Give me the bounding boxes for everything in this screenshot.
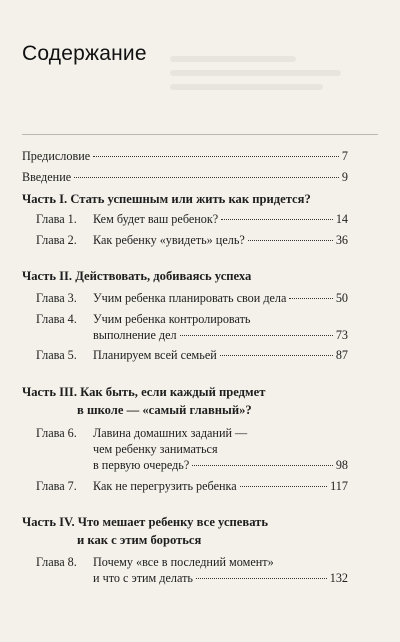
leader-dots	[221, 219, 333, 220]
entry-page: 50	[335, 291, 348, 305]
part-title-continued: и как с этим бороться	[77, 533, 202, 547]
toc-entry-chapter[interactable]	[93, 347, 348, 363]
entry-page: 36	[335, 233, 348, 247]
entry-label: Кем будет ваш ребенок?	[93, 212, 219, 226]
toc-entry-preface[interactable]	[22, 148, 348, 164]
entry-page: 73	[335, 328, 348, 342]
leader-dots	[289, 298, 332, 299]
entry-label: Предисловие	[22, 149, 91, 163]
toc-entry-chapter[interactable]	[93, 570, 348, 586]
toc-entry-chapter[interactable]	[93, 478, 348, 494]
page-title: Содержание	[22, 42, 147, 65]
chapter-number: Глава 2.	[36, 233, 77, 247]
toc-entry-chapter[interactable]	[93, 457, 348, 473]
entry-page: 117	[330, 479, 348, 493]
entry-page: 98	[335, 458, 348, 472]
entry-label: чем ребенку заниматься	[93, 442, 218, 456]
entry-label: Как не перегрузить ребенка	[93, 479, 237, 493]
entry-label[interactable]: Лавина домашних заданий —	[93, 426, 248, 440]
chapter-number: Глава 6.	[36, 426, 77, 440]
leader-dots	[192, 465, 333, 466]
entry-label: в первую очередь?	[93, 458, 190, 472]
entry-page: 87	[335, 348, 348, 362]
entry-page: 132	[329, 571, 348, 585]
leader-dots	[93, 156, 339, 157]
chapter-number: Глава 5.	[36, 348, 77, 362]
title-divider	[22, 134, 378, 135]
chapter-number: Глава 4.	[36, 312, 77, 326]
part-title-continued: в школе — «самый главный»?	[77, 403, 252, 417]
part-title[interactable]: Часть I. Стать успешным или жить как придется?	[22, 192, 311, 206]
toc-entry-chapter[interactable]	[93, 290, 348, 306]
toc-entry-chapter[interactable]	[93, 327, 348, 343]
leader-dots	[74, 177, 339, 178]
entry-label: и что с этим делать	[93, 571, 193, 585]
entry-page: 9	[341, 170, 348, 184]
entry-label: Введение	[22, 170, 72, 184]
chapter-number: Глава 1.	[36, 212, 77, 226]
entry-label: Учим ребенка планировать свои дела	[93, 291, 287, 305]
chapter-number: Глава 7.	[36, 479, 77, 493]
bleed-through-text	[170, 48, 350, 108]
chapter-number: Глава 3.	[36, 291, 77, 305]
entry-label[interactable]: Учим ребенка контролировать	[93, 312, 251, 326]
leader-dots	[196, 578, 327, 579]
entry-label: Планируем всей семьей	[93, 348, 217, 362]
toc-entry-chapter[interactable]	[93, 232, 348, 248]
part-title[interactable]: Часть IV. Что мешает ребенку все успевать	[22, 515, 269, 529]
entry-page: 7	[341, 149, 348, 163]
leader-dots	[248, 240, 333, 241]
part-title[interactable]: Часть III. Как быть, если каждый предмет	[22, 385, 266, 399]
leader-dots	[240, 486, 327, 487]
entry-label: Как ребенку «увидеть» цель?	[93, 233, 245, 247]
entry-page: 14	[335, 212, 348, 226]
toc-entry-chapter[interactable]	[93, 211, 348, 227]
part-title[interactable]: Часть II. Действовать, добиваясь успеха	[22, 269, 252, 283]
leader-dots	[180, 335, 333, 336]
entry-label[interactable]: Почему «все в последний момент»	[93, 555, 274, 569]
leader-dots	[220, 355, 333, 356]
chapter-number: Глава 8.	[36, 555, 77, 569]
entry-label: выполнение дел	[93, 328, 177, 342]
toc-entry-intro[interactable]	[22, 169, 348, 185]
